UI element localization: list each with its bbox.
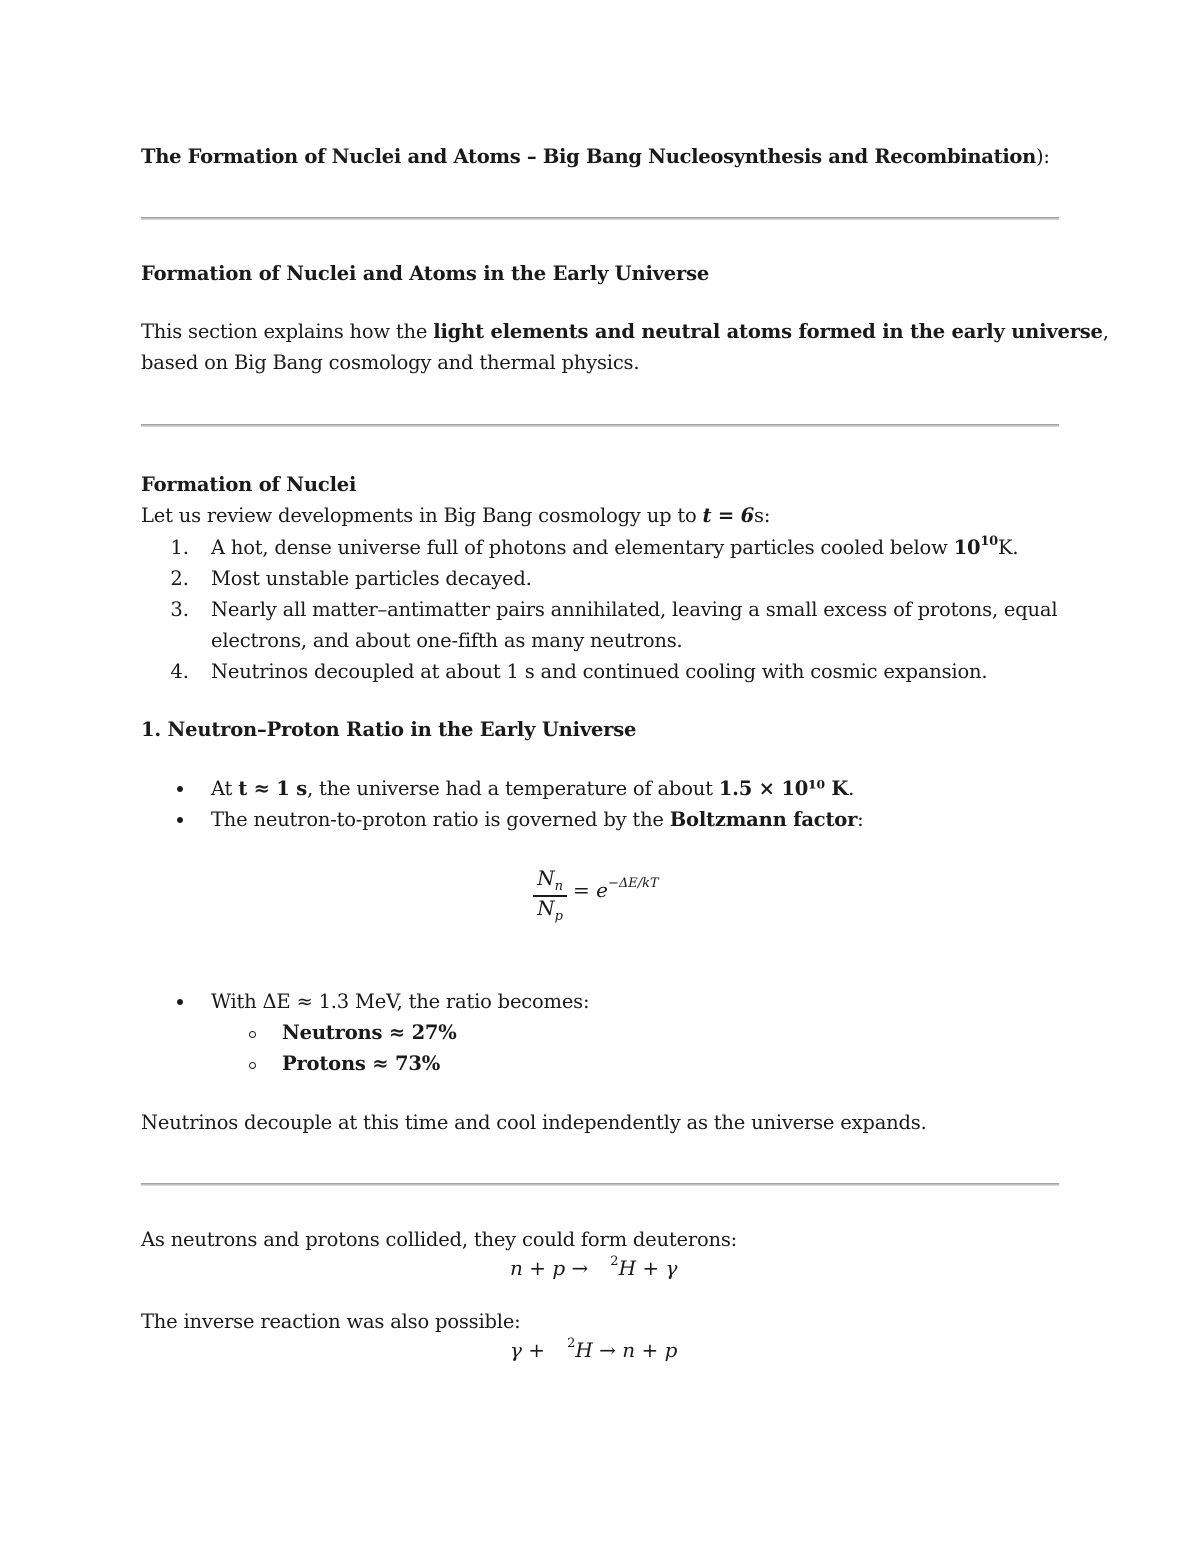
bullet-suffix: . (848, 777, 855, 800)
inverse-paragraph: The inverse reaction was also possible: (141, 1310, 521, 1333)
intro-bold: light elements and neutral atoms formed in the early universe (433, 320, 1103, 343)
bullet-prefix: The neutron-to-proton ratio is governed by the (211, 808, 670, 831)
eq1-right: H + γ (618, 1256, 678, 1280)
eq2-right: H → n + p (575, 1338, 678, 1362)
horizontal-rule (141, 424, 1059, 427)
formula-den-symbol: N (537, 896, 555, 920)
sub-bullet-item: Protons ≈ 73% (282, 1052, 441, 1075)
bullet-icon (177, 999, 183, 1005)
list-item-text: A hot, dense universe full of photons and elementary particles cooled below (211, 536, 954, 559)
list-number: 2. (170, 567, 189, 590)
formula-rhs-text: = e (573, 878, 608, 902)
bullet-item (211, 773, 854, 804)
eq2-left: γ + (510, 1338, 546, 1362)
closing-paragraph: Neutrinos decouple at this time and cool independently as the universe expands. (141, 1111, 927, 1134)
bullet-prefix: At (211, 777, 239, 800)
bullet-mid: , the universe had a temperature of about (307, 777, 719, 800)
sub-bullet-item: Neutrons ≈ 27% (282, 1021, 457, 1044)
horizontal-rule (141, 217, 1059, 220)
eq2-sup: 2 (567, 1336, 576, 1352)
list-number: 1. (170, 536, 189, 559)
formula-num-sub: n (554, 879, 563, 894)
circle-bullet-icon (249, 1031, 256, 1038)
section-heading: 1. Neutron–Proton Ratio in the Early Universe (141, 718, 637, 741)
formula-rhs (573, 878, 659, 902)
title-text: The Formation of Nuclei and Atoms – Big Bang Nucleosynthesis and Recombination (141, 145, 1037, 168)
lead-math: t = 6 (702, 504, 755, 527)
bullet-item (211, 804, 864, 835)
list-item-sup: 10 (980, 533, 999, 549)
circle-bullet-icon (249, 1062, 256, 1069)
bullet-bold: t ≈ 1 s (238, 777, 308, 800)
horizontal-rule (141, 1183, 1059, 1186)
formula-exponent: −ΔE/kT (607, 876, 659, 892)
document-title (141, 141, 1050, 172)
bullet-icon (177, 786, 183, 792)
bullet-icon (177, 817, 183, 823)
section-heading: Formation of Nuclei and Atoms in the Early Universe (141, 262, 710, 285)
list-item (211, 532, 1018, 563)
lead-paragraph (141, 500, 770, 531)
formula-num-symbol: N (537, 866, 555, 890)
intro-suffix: , (1102, 320, 1109, 343)
deuteron-equation (510, 1253, 677, 1284)
list-number: 4. (170, 660, 189, 683)
eq1-left: n + p → (510, 1256, 589, 1280)
title-suffix: ): (1036, 145, 1050, 168)
bullet-bold: Boltzmann factor (669, 808, 858, 831)
formula-den-sub: p (554, 909, 563, 924)
intro-paragraph-line2: based on Big Bang cosmology and thermal physics. (141, 351, 640, 374)
document-page (141, 0, 1109, 1553)
deuteron-paragraph: As neutrons and protons collided, they could form deuterons: (141, 1228, 738, 1251)
list-item: Nearly all matter–antimatter pairs annihilated, leaving a small excess of protons, equal (211, 598, 1058, 621)
list-number: 3. (170, 598, 189, 621)
list-item: Neutrinos decoupled at about 1 s and continued cooling with cosmic expansion. (211, 660, 988, 683)
bullet-suffix: : (857, 808, 864, 831)
bullet-item: With ΔE ≈ 1.3 MeV, the ratio becomes: (211, 990, 590, 1013)
intro-paragraph-line1 (141, 316, 1109, 347)
section-heading: Formation of Nuclei (141, 473, 357, 496)
eq1-sup: 2 (610, 1254, 619, 1270)
bullet-bold2: 1.5 × 10¹⁰ K (718, 777, 849, 800)
inverse-equation (510, 1335, 677, 1366)
formula-denominator (533, 896, 567, 924)
list-item-suffix: K. (998, 536, 1019, 559)
lead-prefix: Let us review developments in Big Bang cosmology up to (141, 504, 703, 527)
list-item: Most unstable particles decayed. (211, 567, 532, 590)
list-item-math: 10 (953, 536, 981, 559)
intro-prefix: This section explains how the (141, 320, 434, 343)
lead-suffix: s: (754, 504, 771, 527)
formula-numerator (533, 866, 567, 894)
list-item-continuation: electrons, and about one-fifth as many neutrons. (211, 629, 683, 652)
